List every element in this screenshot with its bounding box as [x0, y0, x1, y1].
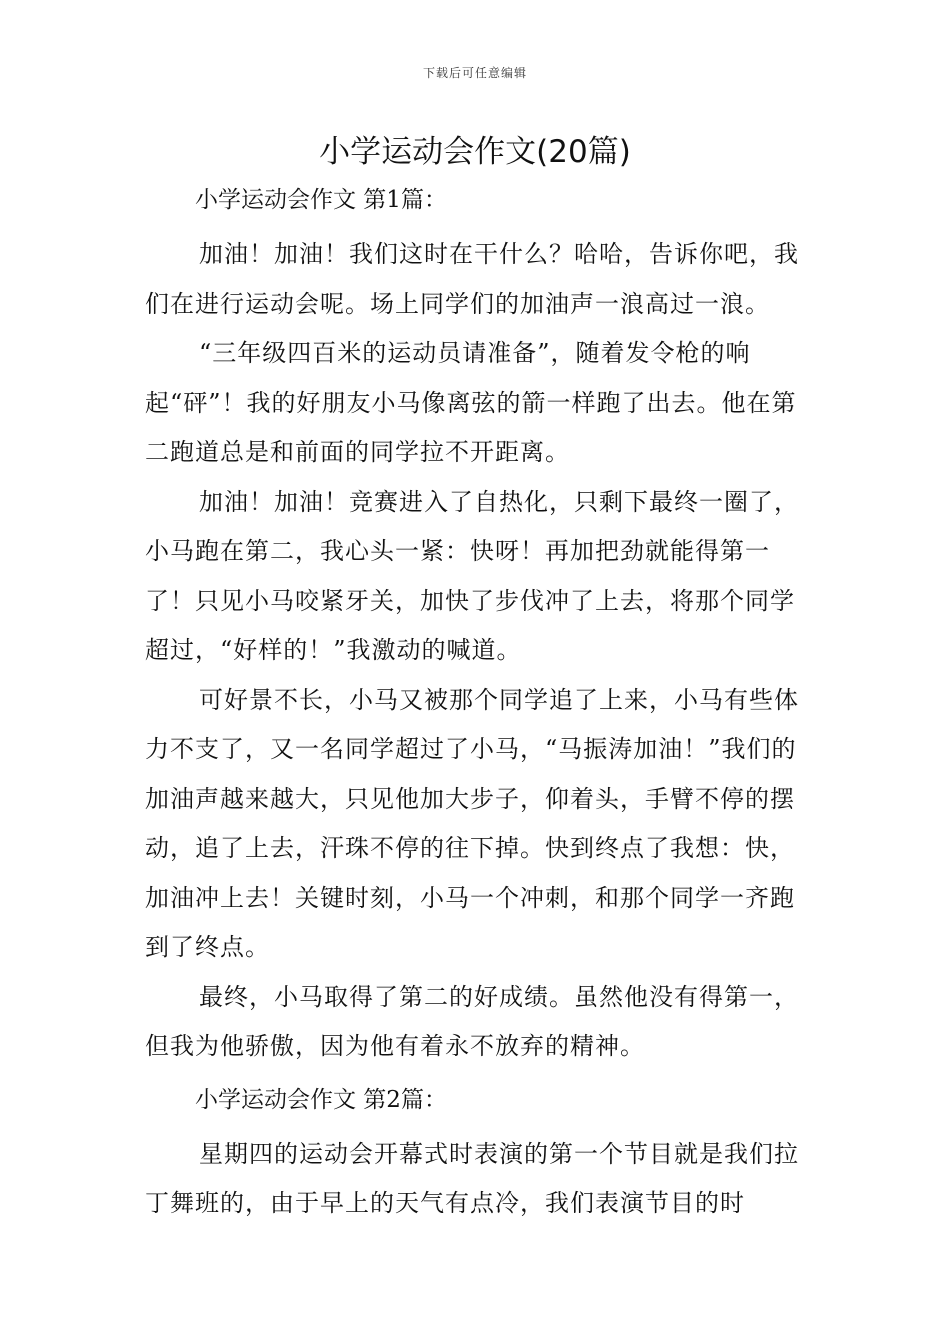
section-1-paragraph: 加油！加油！我们这时在干什么？哈哈，告诉你吧，我们在进行运动会呢。场上同学们的加油声一浪高过一浪。	[145, 240, 799, 318]
section-1-paragraph: 可好景不长，小马又被那个同学追了上来，小马有些体力不支了，又一名同学超过了小马，“马振涛加油！”我们的加油声越来越大，只见他加大步子，仰着头，手臂不停的摆动，追了上去，汗珠不停的往下掉。快到终点了我想：快，加油冲上去！关键时刻，小马一个冲刺，和那个同学一齐跑到了终点。	[145, 685, 799, 961]
section-1-paragraph: 最终，小马取得了第二的好成绩。虽然他没有得第一，但我为他骄傲，因为他有着永不放弃的精神。	[145, 982, 799, 1060]
header-note: 下载后可任意编辑	[422, 66, 527, 80]
section-2-paragraph: 星期四的运动会开幕式时表演的第一个节目就是我们拉丁舞班的，由于早上的天气有点冷，我们表演节目的时	[145, 1139, 799, 1217]
section-1-heading: 小学运动会作文 第1篇：	[195, 187, 447, 213]
section-1-paragraph: “三年级四百米的运动员请准备”，随着发令枪的响起“砰”！我的好朋友小马像离弦的箭一样跑了出去。他在第二跑道总是和前面的同学拉不开距离。	[145, 339, 797, 466]
section-2-heading: 小学运动会作文 第2篇：	[195, 1086, 447, 1113]
document-title: 小学运动会作文(20篇)	[319, 134, 631, 170]
section-1-paragraph: 加油！加油！竞赛进入了自热化，只剩下最终一圈了，小马跑在第二，我心头一紧：快呀！再加把劲就能得第一了！只见小马咬紧牙关，加快了步伐冲了上去，将那个同学超过，“好样的！”我激动的喊道。	[145, 487, 799, 664]
document-body	[145, 178, 815, 1229]
